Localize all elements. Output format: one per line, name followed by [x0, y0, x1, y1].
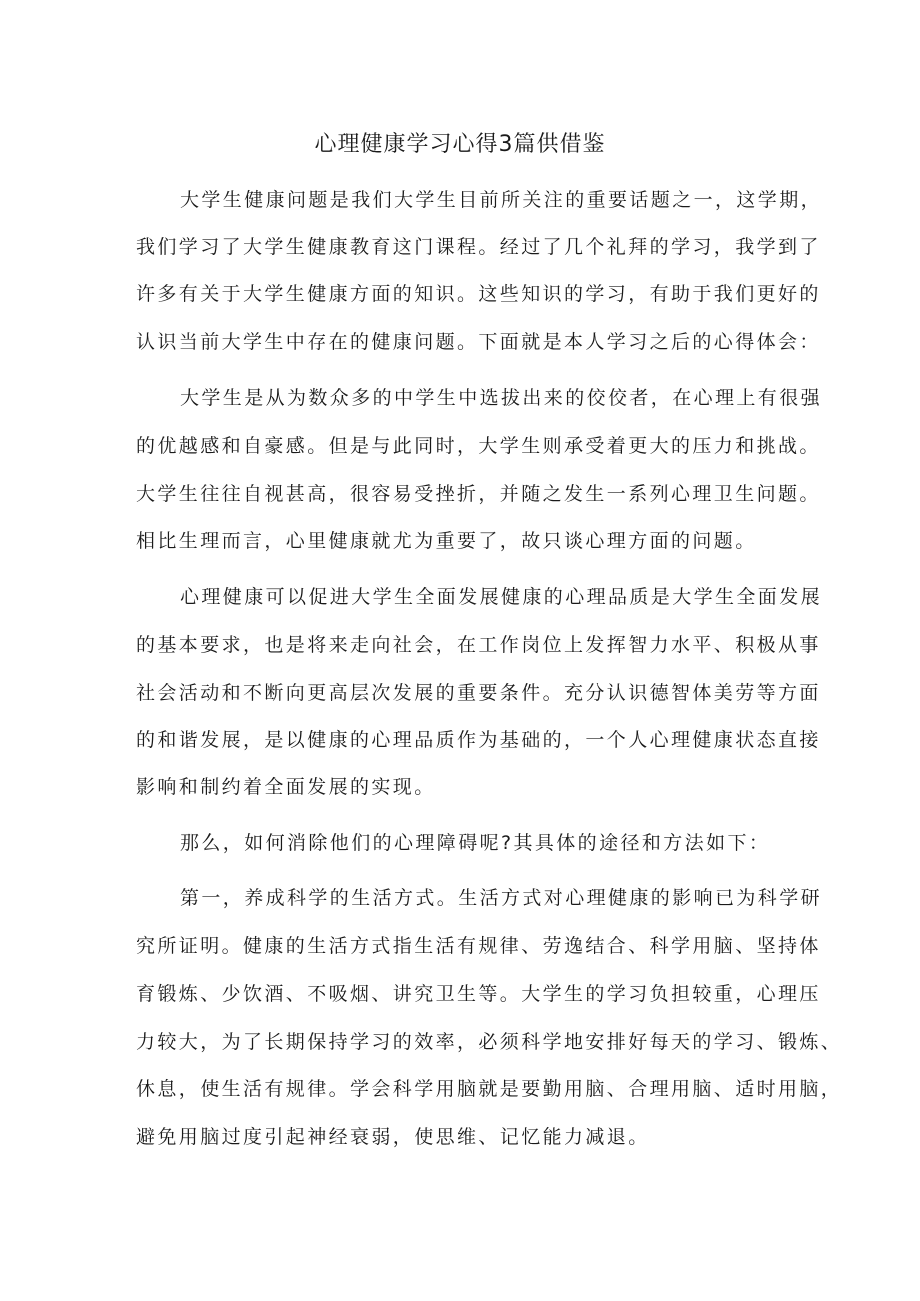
paragraph-3-line-4: 的和谐发展，是以健康的心理品质作为基础的，一个人心理健康状态直接 — [136, 729, 821, 751]
paragraph-1-line-1: 大学生健康问题是我们大学生目前所关注的重要话题之一，这学期， — [180, 189, 823, 211]
paragraph-1-line-4: 认识当前大学生中存在的健康问题。下面就是本人学习之后的心得体会： — [136, 331, 821, 353]
paragraph-1-line-2: 我们学习了大学生健康教育这门课程。经过了几个礼拜的学习，我学到了 — [136, 236, 821, 258]
paragraph-5-line-1: 第一，养成科学的生活方式。生活方式对心理健康的影响已为科学研 — [180, 887, 823, 909]
paragraph-3-line-5: 影响和制约着全面发展的实现。 — [136, 776, 436, 798]
paragraph-3-line-2: 的基本要求，也是将来走向社会，在工作岗位上发挥智力水平、积极从事 — [136, 634, 821, 656]
paragraph-3-line-3: 社会活动和不断向更高层次发展的重要条件。充分认识德智体美劳等方面 — [136, 682, 821, 704]
paragraph-5-line-6: 避免用脑过度引起神经衰弱，使思维、记忆能力减退。 — [136, 1126, 650, 1148]
paragraph-5-line-4: 力较大，为了长期保持学习的效率，必须科学地安排好每天的学习、锻炼、 — [136, 1031, 843, 1053]
paragraph-5-line-3: 育锻炼、少饮酒、不吸烟、讲究卫生等。大学生的学习负担较重，心理压 — [136, 983, 821, 1005]
paragraph-2-line-3: 大学生往往自视甚高，很容易受挫折，并随之发生一系列心理卫生问题。 — [136, 483, 821, 505]
paragraph-5-line-2: 究所证明。健康的生活方式指生活有规律、劳逸结合、科学用脑、坚持体 — [136, 935, 821, 957]
document-title: 心理健康学习心得3篇供借鉴 — [314, 132, 606, 157]
paragraph-2-line-4: 相比生理而言，心里健康就尤为重要了，故只谈心理方面的问题。 — [136, 530, 757, 552]
paragraph-3-line-1: 心理健康可以促进大学生全面发展健康的心理品质是大学生全面发展 — [180, 586, 823, 608]
paragraph-2-line-2: 的优越感和自豪感。但是与此同时，大学生则承受着更大的压力和挑战。 — [136, 435, 821, 457]
paragraph-1-line-3: 许多有关于大学生健康方面的知识。这些知识的学习，有助于我们更好的 — [136, 283, 821, 305]
paragraph-5-line-5: 休息，使生活有规律。学会科学用脑就是要勤用脑、合理用脑、适时用脑， — [136, 1078, 843, 1100]
paragraph-2-line-1: 大学生是从为数众多的中学生中选拔出来的佼佼者，在心理上有很强 — [180, 387, 823, 409]
paragraph-4-line-1: 那么，如何消除他们的心理障碍呢?其具体的途径和方法如下： — [180, 832, 771, 854]
